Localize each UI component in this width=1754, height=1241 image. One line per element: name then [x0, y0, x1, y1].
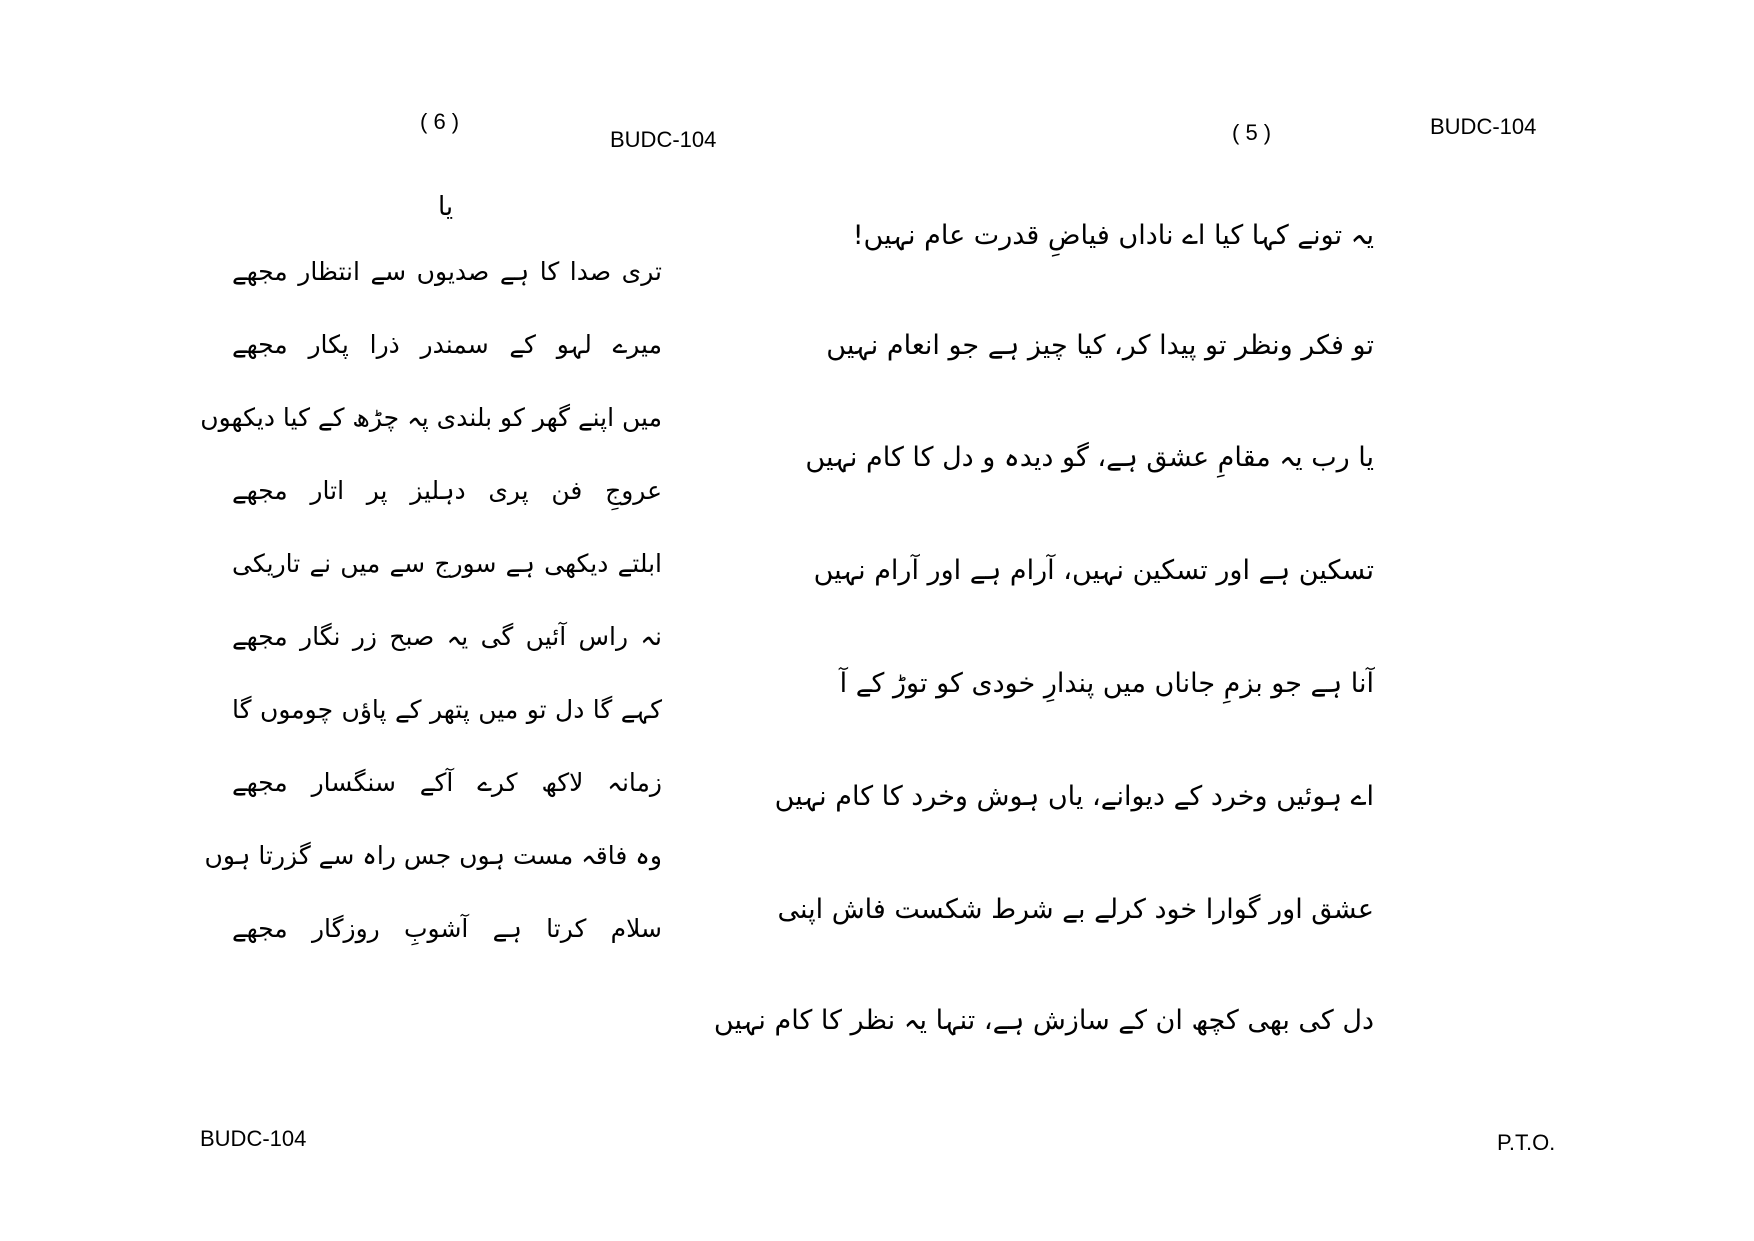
poem-line: نہ راس آئیں گی یہ صبح زر نگار مجھے	[232, 622, 662, 651]
poem-line: اے ہوئیں وخرد کے دیوانے، یاں ہوش وخرد کا کام نہیں	[774, 781, 1374, 812]
poem-line: تو فکر ونظر تو پیدا کر، کیا چیز ہے جو انعام نہیں	[826, 330, 1374, 361]
poem-line: تسکین ہے اور تسکین نہیں، آرام ہے اور آرام نہیں	[813, 555, 1374, 586]
please-turn-over: P.T.O.	[1497, 1130, 1556, 1155]
poem-line: ابلتے دیکھی ہے سورج سے میں نے تاریکی	[232, 549, 662, 578]
poem-line: یہ تونے کہا کیا اے ناداں فیاضِ قدرت عام نہیں!	[852, 220, 1374, 251]
poem-line: عشق اور گوارا خود کرلے بے شرط شکست فاش اپنی	[777, 894, 1374, 925]
page-number-5: ( 5 )	[1232, 120, 1272, 145]
poem-line: یا رب یہ مقامِ عشق ہے، گو دیدہ و دل کا کام نہیں	[805, 442, 1374, 473]
poem-line: آنا ہے جو بزمِ جاناں میں پندارِ خودی کو توڑ کے آ	[839, 668, 1374, 699]
poem-line: وہ فاقہ مست ہوں جس راہ سے گزرتا ہوں	[204, 841, 662, 870]
poem-line: میں اپنے گھر کو بلندی پہ چڑھ کے کیا دیکھوں	[200, 403, 662, 432]
poem-line: عروجِ فن پری دہلیز پر اتار مجھے	[232, 476, 662, 505]
or-divider: یا	[438, 192, 454, 222]
poem-line: کہے گا دل تو میں پتھر کے پاؤں چوموں گا	[232, 695, 662, 724]
poem-line: زمانہ لاکھ کرے آکے سنگسار مجھے	[232, 768, 662, 797]
poem-line: تری صدا کا ہے صدیوں سے انتظار مجھے	[232, 257, 662, 286]
paper-code-footer: BUDC-104	[200, 1126, 307, 1151]
page-5	[713, 0, 1754, 1241]
poem-line: سلام کرتا ہے آشوبِ روزگار مجھے	[232, 914, 662, 943]
paper-code-header-left: BUDC-104	[610, 127, 717, 152]
poem-line: میرے لہو کے سمندر ذرا پکار مجھے	[232, 330, 662, 359]
paper-code-header-right: BUDC-104	[1430, 114, 1537, 139]
poem-line: دل کی بھی کچھ ان کے سازش ہے، تنہا یہ نظر کا کام نہیں	[713, 1005, 1374, 1036]
page-number-6: ( 6 )	[420, 109, 460, 134]
